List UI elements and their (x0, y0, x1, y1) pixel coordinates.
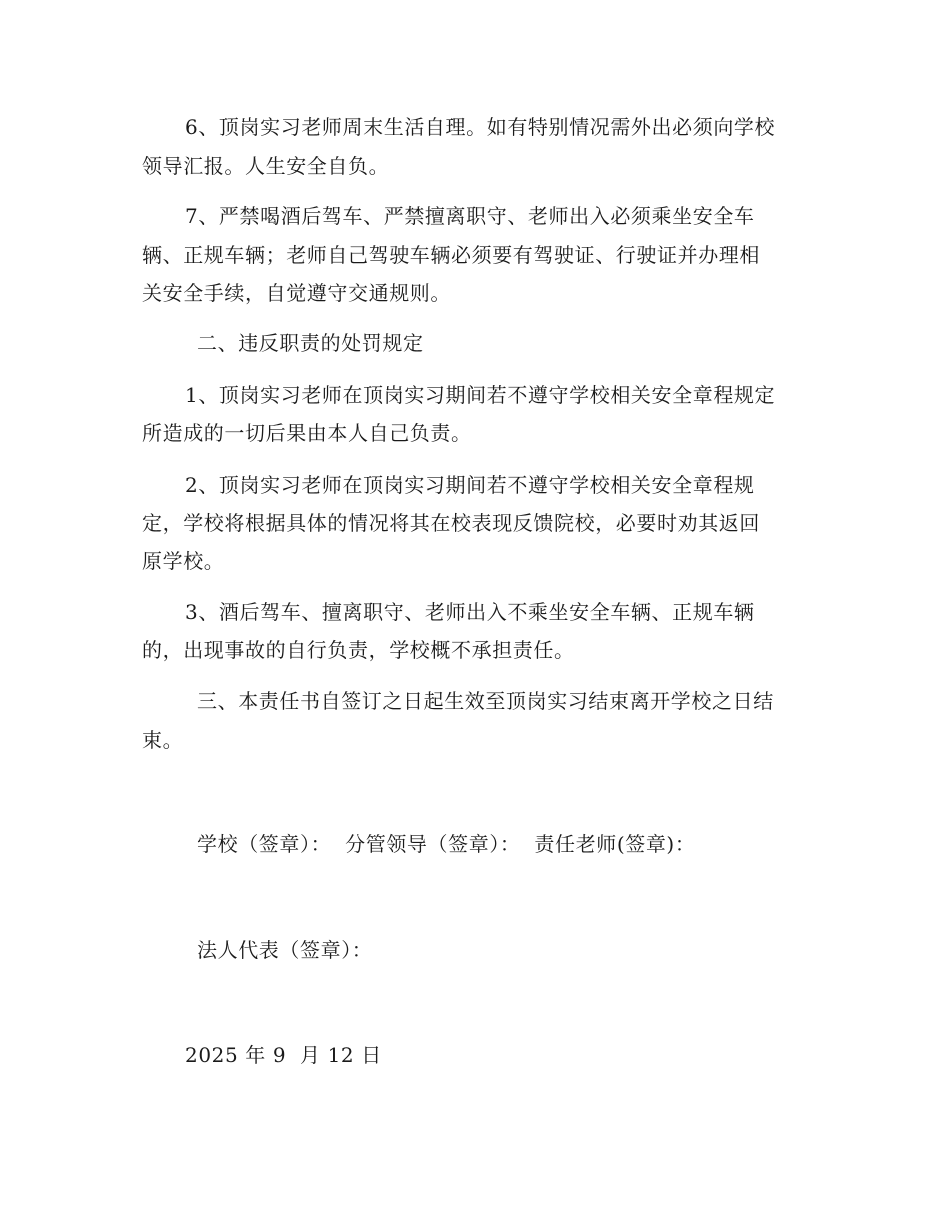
paragraph-line: 定，学校将根据具体的情况将其在校表现反馈院校，必要时劝其返回 (142, 511, 760, 535)
paragraph-line: 所造成的一切后果由本人自己负责。 (142, 421, 472, 445)
paragraph-line: 6、顶岗实习老师周末生活自理。如有特别情况需外出必须向学校 (185, 115, 776, 139)
paragraph-line: 关安全手续，自觉遵守交通规则。 (142, 281, 451, 305)
paragraph-line: 的，出现事故的自行负责，学校概不承担责任。 (142, 638, 575, 662)
paragraph-line: 2、顶岗实习老师在顶岗实习期间若不遵守学校相关安全章程规 (185, 473, 755, 497)
paragraph-line: 束。 (142, 728, 184, 752)
date-line: 2025 年 9 月 12 日 (185, 1043, 382, 1067)
paragraph-line: 7、严禁喝酒后驾车、严禁擅离职守、老师出入必须乘坐安全车 (185, 204, 755, 228)
paragraph-line: 3、酒后驾车、擅离职守、老师出入不乘坐安全车辆、正规车辆 (185, 600, 755, 624)
signature-line: 法人代表（签章）： (197, 938, 373, 962)
section-heading: 三、本责任书自签订之日起生效至顶岗实习结束离开学校之日结 (197, 689, 774, 713)
signature-line: 学校（签章）： 分管领导（签章）： 责任老师(签章)： (197, 832, 696, 856)
paragraph-line: 1、顶岗实习老师在顶岗实习期间若不遵守学校相关安全章程规定 (185, 383, 776, 407)
section-heading: 二、违反职责的处罚规定 (197, 331, 424, 355)
paragraph-line: 领导汇报。人生安全自负。 (142, 154, 390, 178)
paragraph-line: 原学校。 (142, 549, 225, 573)
paragraph-line: 辆、正规车辆；老师自己驾驶车辆必须要有驾驶证、行驶证并办理相 (142, 243, 760, 267)
